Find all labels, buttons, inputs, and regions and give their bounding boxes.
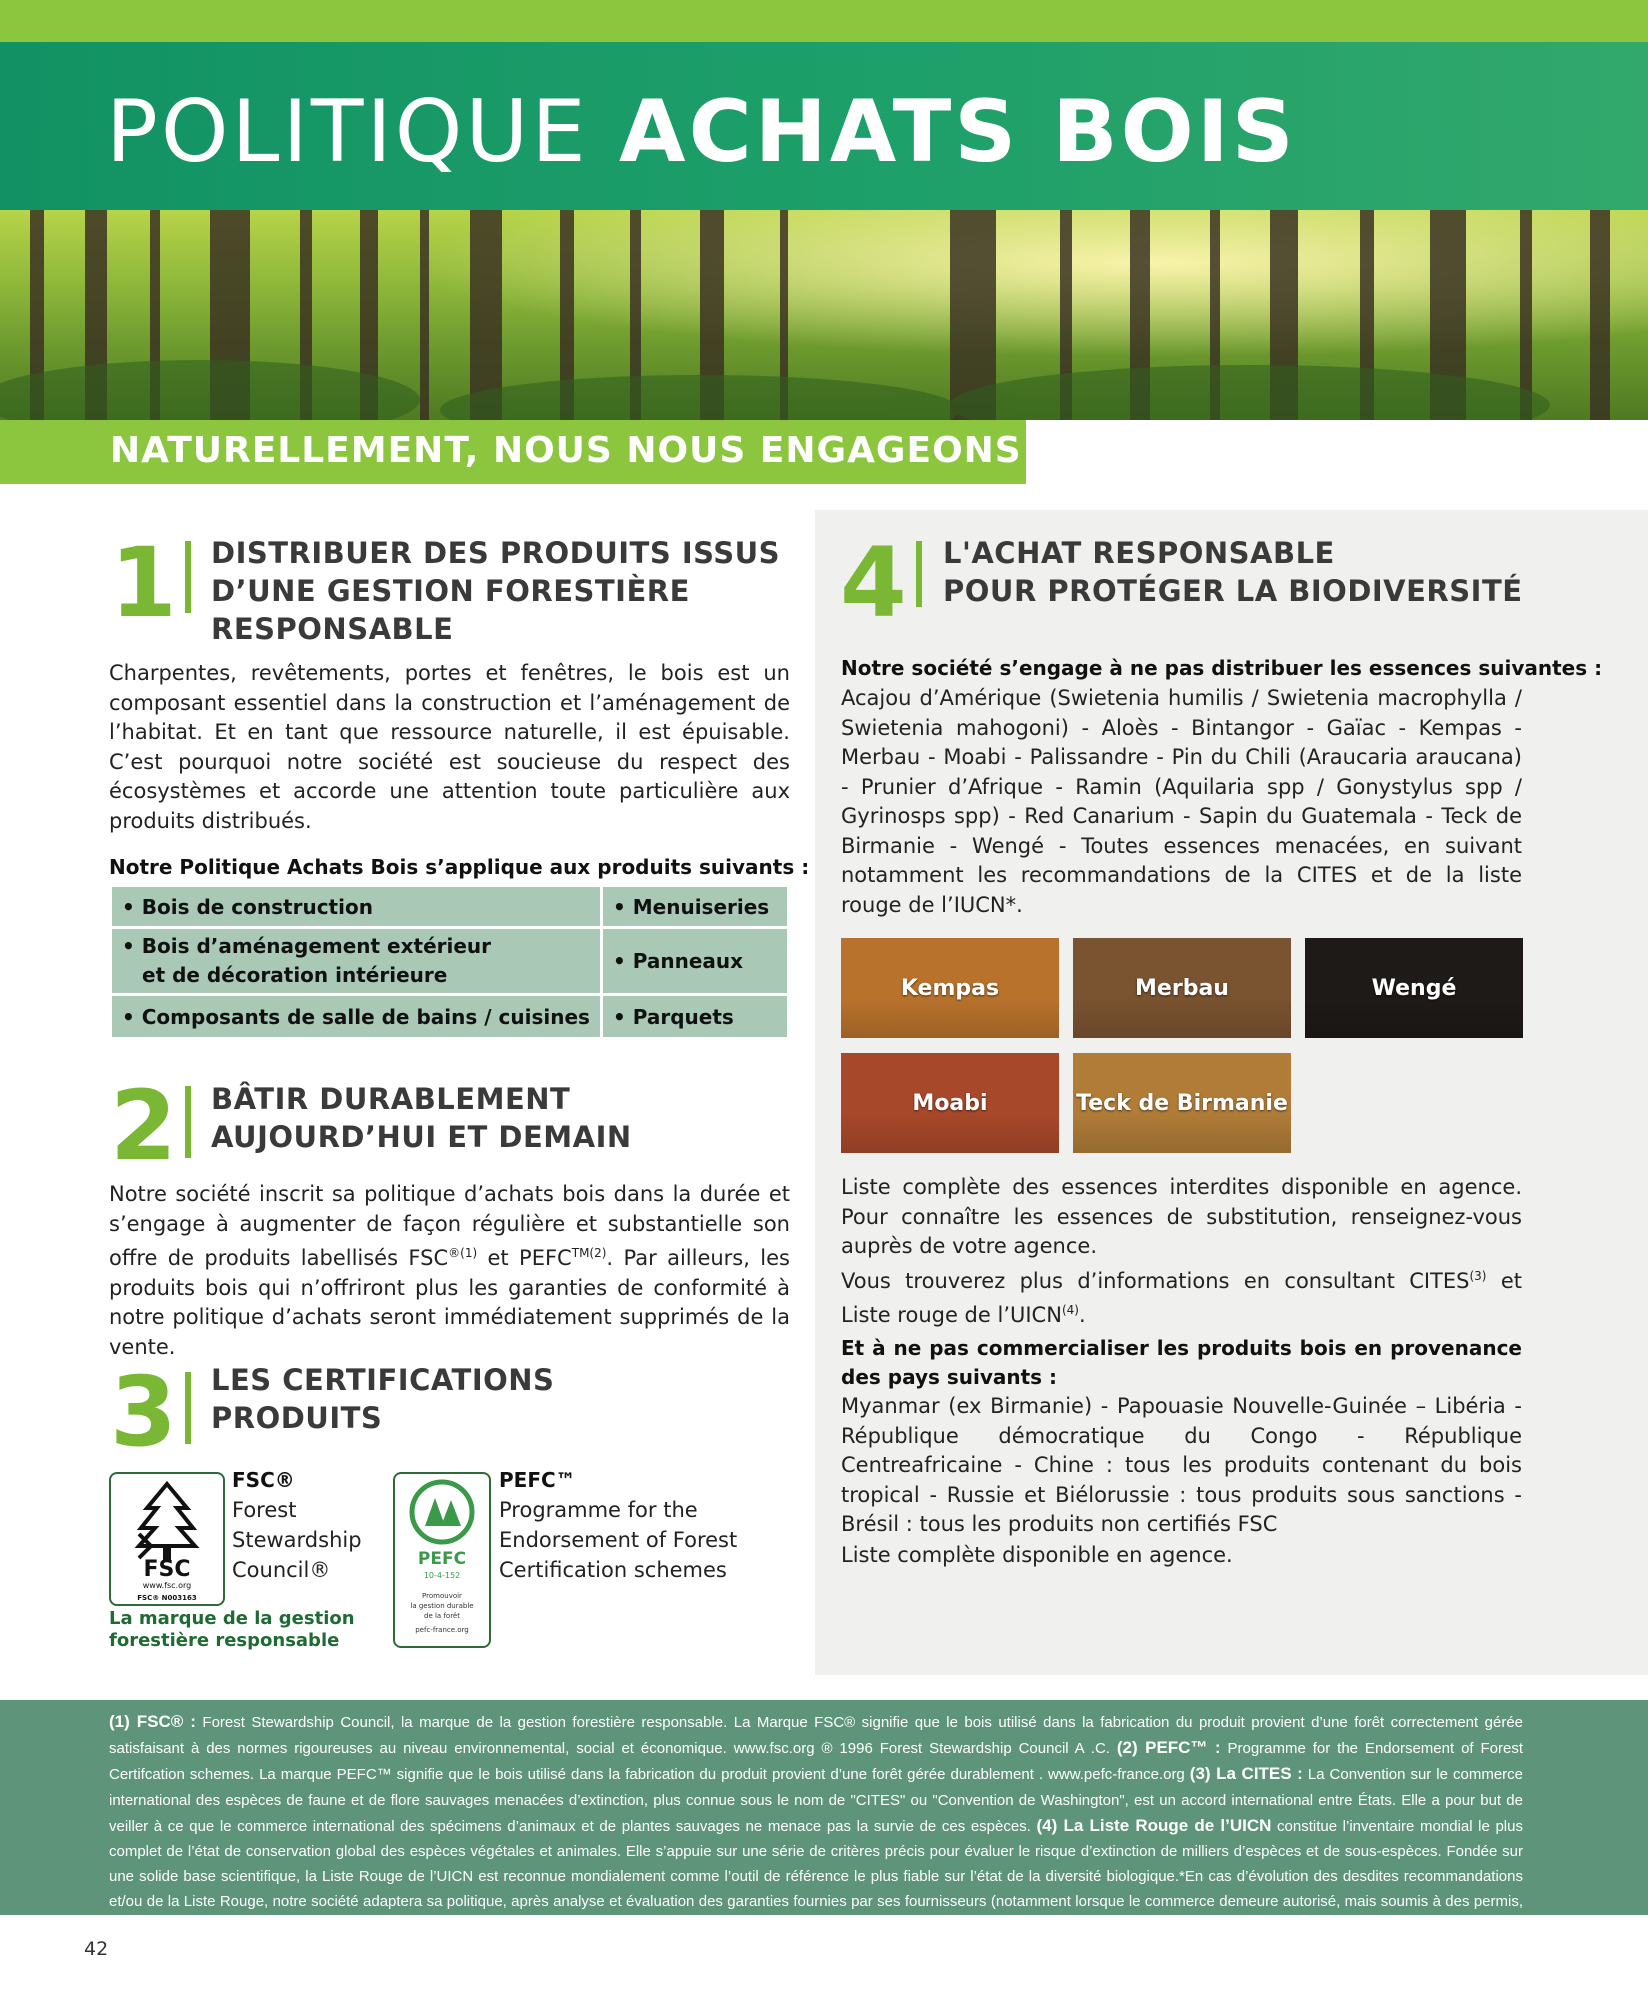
product-cell-line: • Bois d’aménagement extérieur [122, 934, 492, 958]
product-cell: • Composants de salle de bains / cuisines [111, 995, 602, 1039]
product-cell-line: et de décoration intérieure [142, 963, 448, 987]
wood-sample-kempas [841, 938, 1059, 1038]
footnote-heading: (2) PEFC™ : [1116, 1738, 1221, 1758]
top-green-strip [0, 0, 1648, 42]
pefc-trees-icon [395, 1474, 489, 1646]
section-3-divider [185, 1372, 191, 1444]
section-3-number: 3 [110, 1356, 177, 1468]
fsc-caption-line: forestière responsable [109, 1630, 340, 1651]
title-light: POLITIQUE [106, 82, 620, 182]
footnote-ref: TM(2) [571, 1246, 607, 1260]
countries-heading: Et à ne pas commercialiser les produits bois en provenance des pays suivants : [841, 1336, 1522, 1389]
species-heading: Notre société s’engage à ne pas distribuer les essences suivantes : [841, 656, 1603, 680]
wood-sample-label: Moabi [912, 1090, 988, 1116]
countries-list: Myanmar (ex Birmanie) - Papouasie Nouvelle-Guinée – Libéria - République démocratique du Congo - République Centreafricaine - Chine : tous les produits contenant du bois tropical - Russie et Biélorussie : tous produits sous sanctions - Brésil : tous les produits non certifiés FSC [841, 1394, 1522, 1536]
footnote-heading: (1) FSC® : [109, 1712, 196, 1731]
products-row [111, 995, 789, 1039]
body-text: Vous trouverez plus d’informations en consultant CITES [841, 1268, 1470, 1293]
section-2-title-line: BÂTIR DURABLEMENT [211, 1082, 571, 1116]
product-cell: • Parquets [602, 995, 789, 1039]
section-3-title-line: PRODUITS [211, 1401, 383, 1435]
section-2-number: 2 [110, 1070, 177, 1182]
pefc-desc-line: Programme for the [499, 1498, 698, 1522]
species-availability [841, 1173, 1522, 1331]
section-2-body [109, 1180, 790, 1362]
fsc-caption [109, 1608, 355, 1652]
footnote-body: Forest Stewardship Council, la marque de la gestion forestière responsable. La Marque FSC® signifie que le bois utilisé dans la fabrication du produit provient d’une forêt correctement gérée satisfaisant à des normes rigoureuses au niveau environnemental, social et économique. www.fsc.org ® 1996 Forest Stewardship Council A .C. [109, 1714, 1524, 1758]
section-3-title-line: LES CERTIFICATIONS [211, 1363, 555, 1397]
fsc-description [232, 1495, 362, 1585]
section-4-divider [916, 541, 922, 607]
section-1-number: 1 [110, 527, 177, 639]
pefc-logo-sub: la gestion durable [410, 1602, 474, 1610]
footnote-body: La Convention sur le commerce international des espèces de faune et de flore sauvages menacées d’extinction, plus connue sous le nom de "CITES" ou "Convention de Washington", est un accord international entre États. Elle a pour but de veiller à ce que le commerce international des spécimens d’animaux et de plantes sauvages ne menace pas la survie de ces espèces. [109, 1766, 1523, 1835]
section-2-title-line: AUJOURD’HUI ET DEMAIN [211, 1120, 632, 1154]
wood-sample-wenge [1305, 938, 1523, 1038]
footnote-ref: ®(1) [448, 1246, 478, 1260]
products-row [111, 886, 789, 928]
products-table [109, 884, 790, 1040]
wood-sample-merbau [1073, 938, 1291, 1038]
pefc-logo-sub: pefc-france.org [415, 1626, 469, 1634]
footnote-ref: (4) [1061, 1303, 1079, 1317]
page-title [106, 82, 1297, 182]
fsc-tree-icon [111, 1474, 223, 1604]
engage-banner-text: NATURELLEMENT, NOUS NOUS ENGAGEONS À : [110, 430, 1094, 471]
pefc-name: PEFC™ [499, 1468, 576, 1492]
footnote-text [109, 1709, 1523, 1940]
footnote-body: Programme for the Endorsement of Forest Certifcation schemes. La marque PEFC™ signifie que le bois utilisé dans la fabrication du produit provient d’une forêt gérée durablement . www.pefc-france.org [109, 1740, 1523, 1784]
countries-footer: Liste complète disponible en agence. [841, 1543, 1233, 1567]
wood-sample-label: Merbau [1135, 975, 1229, 1001]
section-1-divider [185, 541, 191, 613]
section-1-body: Charpentes, revêtements, portes et fenêtres, le bois est un composant essentiel dans la construction et l’aménagement de l’habitat. Et en tant que ressource naturelle, il est épuisable. C’est pourquoi notre société est soucieuse du respect des écosystèmes et accorde une attention toute particulière aux produits distribués. [109, 661, 790, 833]
pefc-logo [393, 1472, 491, 1648]
products-heading: Notre Politique Achats Bois s’applique aux produits suivants : [109, 855, 810, 879]
wood-sample-moabi [841, 1053, 1059, 1153]
title-bold: ACHATS BOIS [619, 82, 1297, 182]
footnote-body: constitue l’inventaire mondial le plus complet de l’état de conservation global des espèces végétales et animales. Elle s’appuie sur une série de critères précis pour évaluer le risque d’extinction de milliers d’espèces et de sous-espèces. Fondée sur une solide base scientifique, la Liste Rouge de l’UICN est reconnue mondialement comme l’outil de référence le plus fiable sur l’état de la diversité biologique.*En cas d’évolution des desdites recommandations et/ou de la Liste Rouge, notre société adaptera sa politique, après analyse et évaluation des garanties fournies par ses fournisseurs (notamment lorsque le commerce demeure autorisé, mais soumis à des permis, certifications, autorisations, etc). [109, 1817, 1523, 1936]
body-text: Liste complète des essences interdites disponible en agence. Pour connaître les essences de substitution, renseignez-vous auprès de votre agence. [841, 1175, 1522, 1258]
section-2-divider [185, 1086, 191, 1158]
section-4-title-line: POUR PROTÉGER LA BIODIVERSITÉ [943, 574, 1523, 608]
section-2-title [211, 1080, 632, 1156]
section-4-title-line: L'ACHAT RESPONSABLE [943, 536, 1335, 570]
fsc-logo [109, 1472, 225, 1606]
wood-sample-label: Kempas [900, 975, 1000, 1001]
fsc-name: FSC® [232, 1468, 295, 1492]
fsc-logo-url: www.fsc.org [142, 1581, 192, 1590]
body-text: . [1078, 1303, 1086, 1327]
section-1-title [211, 534, 780, 648]
wood-sample-label: Wengé [1371, 975, 1457, 1001]
section-4-number: 4 [840, 527, 907, 639]
section-1-title-line: DISTRIBUER DES PRODUITS ISSUS [211, 536, 781, 570]
footnote-ref: (3) [1469, 1268, 1487, 1283]
fsc-logo-text: FSC [143, 1557, 191, 1582]
body-text: Notre société inscrit sa politique d’achats bois dans la durée et s’engage à augmenter de façon régulière et substantielle son offre de produits labellisés FSC [109, 1182, 790, 1270]
fsc-desc-line: Council® [232, 1558, 331, 1582]
section-1-title-line: RESPONSABLE [211, 612, 454, 646]
pefc-logo-sub: de la forêt [424, 1612, 460, 1620]
body-text: et PEFC [477, 1246, 572, 1270]
pefc-logo-code: 10-4-152 [423, 1571, 461, 1580]
pefc-description [499, 1495, 737, 1585]
fsc-caption-line: La marque de la gestion [109, 1608, 355, 1629]
page-number: 42 [84, 1938, 109, 1960]
pefc-logo-sub: Promouvoir [422, 1592, 462, 1600]
fsc-desc-line: Forest [232, 1498, 297, 1522]
product-cell: • Bois de construction [111, 886, 602, 928]
species-list: Acajou d’Amérique (Swietenia humilis / Swietenia macrophylla / Swietenia mahogoni) - Aloès - Bintangor - Gaïac - Kempas - Merbau - Moabi - Palissandre - Pin du Chili (Araucaria araucana) - Prunier d’Afrique - Ramin (Aquilaria spp / Gonystylus spp / Gyrinosps spp) - Red Canarium - Sapin du Guatemala - Teck de Birmanie - Wengé - Toutes essences menacées, en suivant notamment les recommandations de la CITES et de la liste rouge de l’IUCN*. [841, 686, 1522, 917]
pefc-desc-line: Endorsement of Forest [499, 1528, 738, 1552]
forest-photo [0, 210, 1648, 420]
fsc-desc-line: Stewardship [232, 1528, 362, 1552]
footnote-heading: (3) La CITES : [1189, 1764, 1303, 1784]
section-3-title [211, 1361, 554, 1437]
section-1-title-line: D’UNE GESTION FORESTIÈRE [211, 574, 690, 608]
product-cell: • Menuiseries [602, 886, 789, 928]
fsc-logo-code: FSC® N003163 [137, 1594, 197, 1602]
wood-sample-teck [1073, 1053, 1291, 1153]
section-4-title [943, 534, 1523, 610]
pefc-logo-text: PEFC [417, 1549, 467, 1569]
body-text: et Liste rouge de l’UICN [841, 1268, 1522, 1327]
wood-sample-label: Teck de Birmanie [1076, 1090, 1288, 1116]
footnote-heading: (4) La Liste Rouge de l’UICN [1036, 1815, 1272, 1835]
products-row [111, 928, 789, 995]
product-cell: • Panneaux [602, 928, 789, 995]
pefc-desc-line: Certification schemes [499, 1558, 727, 1582]
product-cell [111, 928, 602, 995]
body-text: . Par ailleurs, les produits bois qui n’offriront plus les garanties de conformité à notre politique d’achats seront immédiatement supprimés de la vente. [109, 1246, 790, 1359]
